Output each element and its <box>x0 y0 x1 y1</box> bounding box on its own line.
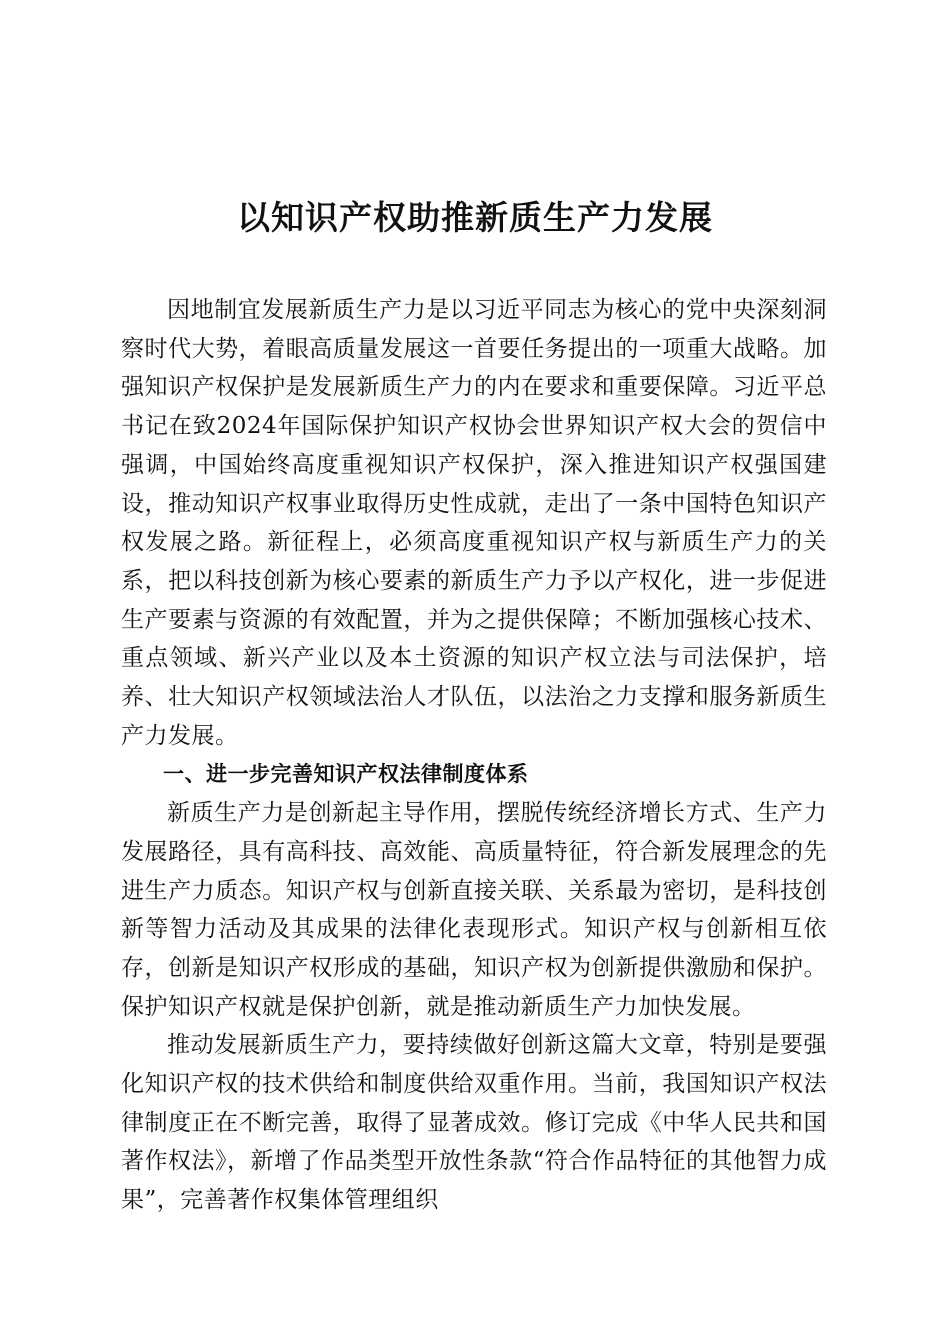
intro-paragraph: 因地制宜发展新质生产力是以习近平同志为核心的党中央深刻洞察时代大势，着眼高质量发展这一首要任务提出的一项重大战略。加强知识产权保护是发展新质生产力的内在要求和重要保障。习近平总书记在致2024年国际保护知识产权协会世界知识产权大会的贺信中强调，中国始终高度重视知识产权保护，深入推进知识产权强国建设，推动知识产权事业取得历史性成就，走出了一条中国特色知识产权发展之路。新征程上，必须高度重视知识产权与新质生产力的关系，把以科技创新为核心要素的新质生产力予以产权化，进一步促进生产要素与资源的有效配置，并为之提供保障；不断加强核心技术、重点领域、新兴产业以及本土资源的知识产权立法与司法保护，培养、壮大知识产权领域法治人才队伍，以法治之力支撑和服务新质生产力发展。 <box>121 297 827 749</box>
body-paragraph: 新质生产力是创新起主导作用，摆脱传统经济增长方式、生产力发展路径，具有高科技、高效能、高质量特征，符合新发展理念的先进生产力质态。知识产权与创新直接关联、关系最为密切，是科技创新等智力活动及其成果的法律化表现形式。知识产权与创新相互依存，创新是知识产权形成的基础，知识产权为创新提供激励和保护。保护知识产权就是保护创新，就是推动新质生产力加快发展。 <box>121 800 827 1020</box>
section-heading: 一、进一步完善知识产权法律制度体系 <box>163 762 529 787</box>
document-title: 以知识产权助推新质生产力发展 <box>237 198 713 237</box>
document-body <box>121 291 827 1220</box>
body-paragraph: 推动发展新质生产力，要持续做好创新这篇大文章，特别是要强化知识产权的技术供给和制度供给双重作用。当前，我国知识产权法律制度正在不断完善，取得了显著成效。修订完成《中华人民共和国著作权法》，新增了作品类型开放性条款“符合作品特征的其他智力成果”，完善著作权集体管理组织 <box>121 1032 827 1214</box>
